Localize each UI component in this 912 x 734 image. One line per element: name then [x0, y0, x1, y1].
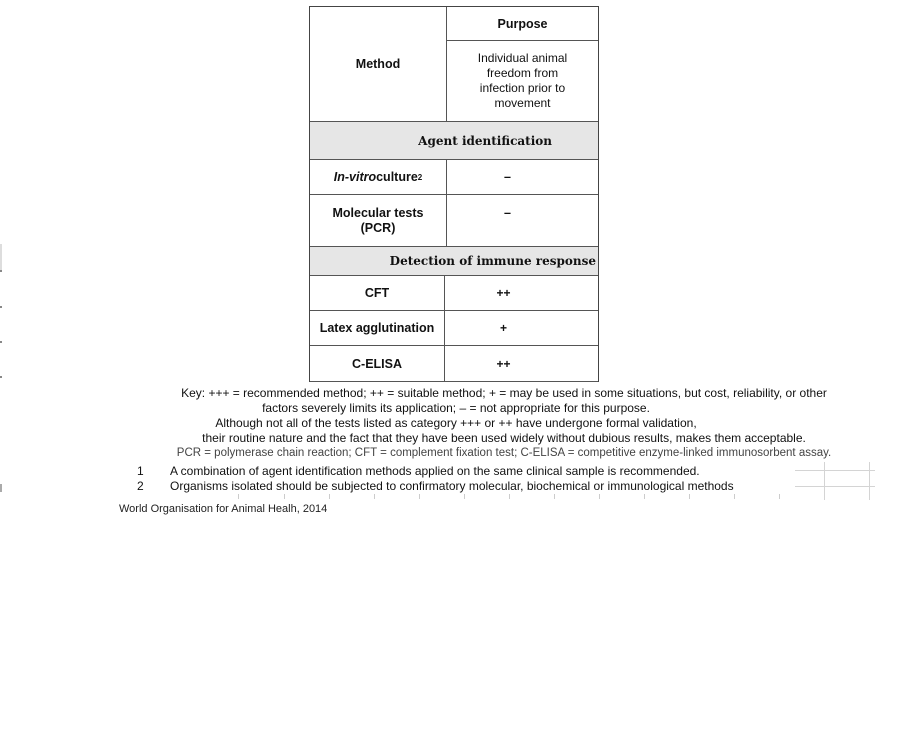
gridline-tick: [509, 494, 510, 499]
table-notes: [0, 386, 912, 461]
gridline-tick: [238, 494, 239, 499]
edge-mark: [0, 484, 2, 492]
gridline: [795, 486, 875, 487]
value-cell: ++: [496, 356, 511, 371]
gridline-tick: [374, 494, 375, 499]
table-row: [310, 311, 598, 346]
table-row: [310, 346, 598, 382]
edge-mark: [0, 270, 2, 272]
gridline-tick: [779, 494, 780, 499]
method-cell: Molecular tests (PCR): [310, 195, 447, 246]
edge-mark: [0, 306, 2, 308]
gridline: [824, 462, 825, 500]
purpose-header: Purpose: [447, 7, 598, 41]
method-cell: [310, 160, 447, 194]
gridline-tick: [464, 494, 465, 499]
abbreviations-line: PCR = polymerase chain reaction; CFT = complement fixation test; C-ELISA = competitive enzyme-linked immunosorbent assay.: [176, 447, 832, 459]
footnote-number: 2: [137, 479, 144, 493]
key-line-2: factors severely limits its application; – = not appropriate for this purpose.: [262, 401, 650, 415]
table-row: [310, 160, 598, 195]
footnote-2: [137, 479, 734, 493]
gridline: [869, 462, 870, 500]
footnote-ref: 2: [417, 172, 423, 182]
value-cell: –: [504, 206, 511, 220]
edge-mark: [0, 341, 2, 343]
footnote-1: [137, 464, 700, 478]
purpose-column-header: Individual animal freedom from infection prior to movement: [477, 51, 568, 110]
gridline-tick: [599, 494, 600, 499]
edge-mark: [0, 244, 2, 270]
value-cell: –: [504, 170, 511, 184]
value-cell: ++: [496, 286, 511, 300]
table-header-row: [310, 7, 598, 122]
gridline-tick: [689, 494, 690, 499]
method-cell: CFT: [310, 276, 445, 310]
method-cell: Latex agglutination: [310, 311, 445, 345]
gridline-tick: [329, 494, 330, 499]
gridline-tick: [284, 494, 285, 499]
method-cell: C-ELISA: [310, 346, 445, 381]
gridline-tick: [554, 494, 555, 499]
gridline-tick: [644, 494, 645, 499]
footnote-number: 1: [137, 464, 144, 478]
table-row: [310, 195, 598, 247]
method-italic-text: In-vitro: [333, 170, 377, 184]
value-cell: +: [499, 321, 507, 335]
diagnostic-methods-table: [309, 6, 599, 382]
method-header: Method: [310, 7, 447, 121]
validation-line-2: their routine nature and the fact that they have been used widely without dubious results, makes them acceptable.: [202, 431, 806, 445]
key-line-1: Key: +++ = recommended method; ++ = suitable method; + = may be used in some situations, but cost, reliability, or other: [181, 386, 827, 400]
section-title: Agent identification: [418, 133, 552, 148]
edge-mark: [0, 376, 2, 378]
footnote-text: A combination of agent identification methods applied on the same clinical sample is recommended.: [170, 464, 700, 478]
gridline-tick: [419, 494, 420, 499]
section-detection-immune-response: [310, 247, 598, 276]
gridline-tick: [734, 494, 735, 499]
gridline: [795, 470, 875, 471]
table-row: [310, 276, 598, 311]
section-title: Detection of immune response: [389, 254, 596, 268]
footnote-text: Organisms isolated should be subjected to confirmatory molecular, biochemical or immunological methods: [170, 479, 734, 493]
section-agent-identification: [310, 122, 598, 160]
validation-line-1: Although not all of the tests listed as category +++ or ++ have undergone formal validation,: [215, 416, 697, 430]
method-text: culture: [376, 170, 418, 184]
source-citation: World Organisation for Animal Healh, 2014: [119, 503, 328, 515]
